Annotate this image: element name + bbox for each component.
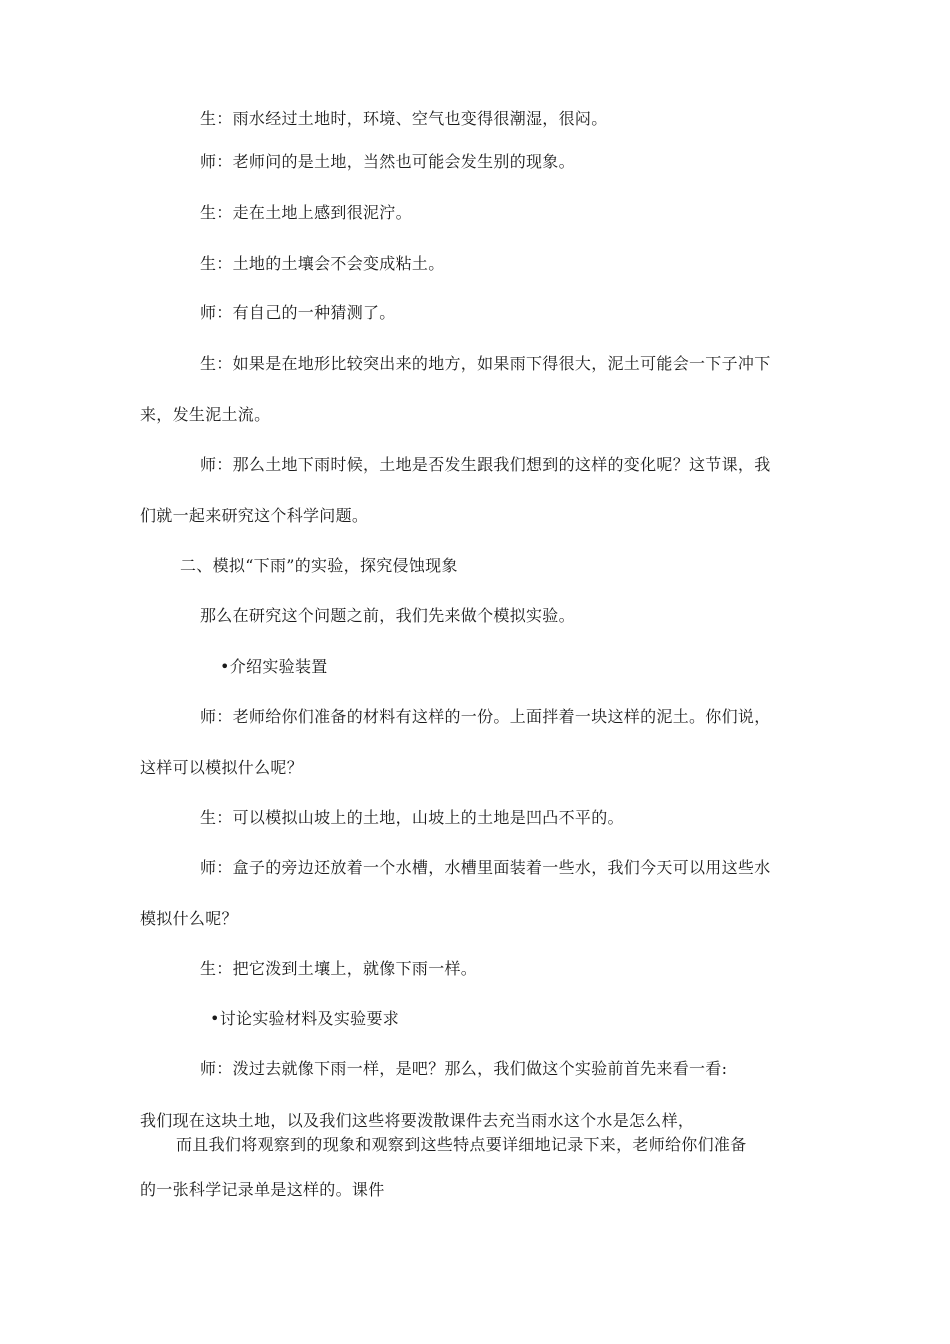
paragraph-line: 生：雨水经过土地时，环境、空气也变得很潮湿，很闷。 xyxy=(200,109,608,128)
bullet-item: •讨论实验材料及实验要求 xyxy=(210,1009,400,1028)
paragraph-line: 生：可以模拟山坡上的土地，山坡上的土地是凹凸不平的。 xyxy=(200,808,624,827)
paragraph-line: 的一张科学记录单是这样的。课件 xyxy=(140,1180,385,1199)
paragraph-line: 而且我们将观察到的现象和观察到这些特点要详细地记录下来，老师给你们准备 xyxy=(176,1135,747,1154)
paragraph-line: 那么在研究这个问题之前，我们先来做个模拟实验。 xyxy=(200,606,575,625)
bullet-item: •介绍实验装置 xyxy=(220,657,328,676)
paragraph-line: 这样可以模拟什么呢？ xyxy=(140,758,304,777)
paragraph-line: 模拟什么呢？ xyxy=(140,909,238,928)
paragraph-line: 生：把它泼到土壤上，就像下雨一样。 xyxy=(200,959,478,978)
paragraph-line: 生：如果是在地形比较突出来的地方，如果雨下得很大，泥土可能会一下子冲下 xyxy=(200,354,771,373)
paragraph-line: 来，发生泥土流。 xyxy=(140,405,271,424)
paragraph-line: 师：老师问的是土地，当然也可能会发生别的现象。 xyxy=(200,152,575,171)
paragraph-line: 师：泼过去就像下雨一样，是吧？那么，我们做这个实验前首先来看一看: xyxy=(200,1059,728,1078)
section-heading: 二、模拟“下雨”的实验，探究侵蚀现象 xyxy=(180,556,458,575)
paragraph-line: 师：盒子的旁边还放着一个水槽，水槽里面装着一些水，我们今天可以用这些水 xyxy=(200,858,771,877)
paragraph-line: 生：走在土地上感到很泥泞。 xyxy=(200,203,412,222)
paragraph-line: 师：老师给你们准备的材料有这样的一份。上面拌着一块这样的泥土。你们说， xyxy=(200,707,771,726)
paragraph-line: 们就一起来研究这个科学问题。 xyxy=(140,506,369,525)
paragraph-line: 师：有自己的一种猜测了。 xyxy=(200,303,396,322)
paragraph-line: 生：土地的土壤会不会变成粘土。 xyxy=(200,254,445,273)
paragraph-line: 师：那么土地下雨时候，土地是否发生跟我们想到的这样的变化呢？这节课，我 xyxy=(200,455,771,474)
paragraph-line: 我们现在这块土地，以及我们这些将要泼散课件去充当雨水这个水是怎么样， xyxy=(140,1111,695,1130)
